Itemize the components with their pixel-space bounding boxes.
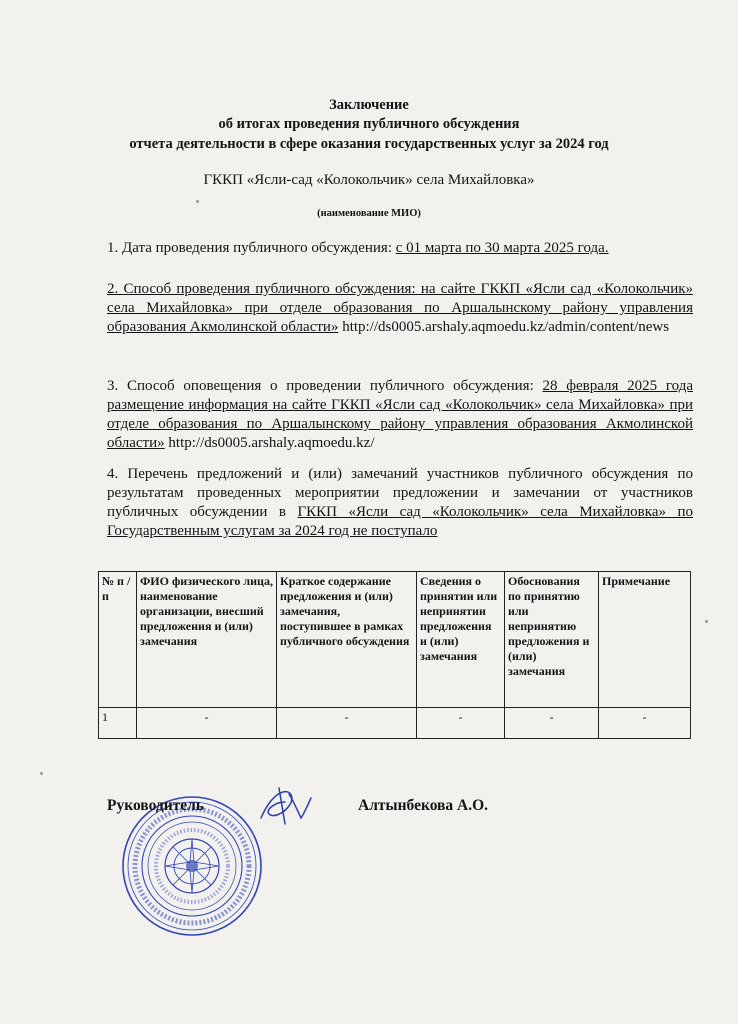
table-header-row	[99, 572, 691, 708]
doc-title: Заключение	[329, 97, 409, 113]
signatory-name: Алтынбекова А.О.	[358, 797, 489, 814]
header-justification: Обоснования по принятию или непринятию предложения и (или) замечания	[505, 572, 599, 708]
cell-summary: -	[277, 708, 417, 739]
paragraph-1-label: 1. Дата проведения публичного обсуждения:	[107, 240, 396, 256]
table-row	[99, 708, 691, 739]
paragraph-2-url: http://ds0005.arshaly.aqmoedu.kz/admin/content/news	[338, 319, 670, 335]
scan-speck	[196, 200, 199, 203]
paragraph-1	[107, 239, 693, 258]
proposals-table	[98, 571, 691, 739]
paragraph-4-label: 4. Перечень предложений и (или) замечаний участников публичного обсуждения по результатам проведенных мероприятии предложении и замечании от участников публичных обсуждении в	[107, 466, 693, 520]
scan-speck	[40, 772, 43, 775]
cell-acceptance: -	[417, 708, 505, 739]
cell-number: 1	[99, 708, 137, 739]
cell-justification: -	[505, 708, 599, 739]
mio-note: (наименование МИО)	[317, 208, 421, 219]
paragraph-4-value: ГККП «Ясли сад «Колокольчик» села Михайловка» по Государственным услугам за 2024 год не поступало	[107, 504, 694, 539]
organization-name: ГККП «Ясли-сад «Колокольчик» села Михайловка»	[203, 172, 535, 188]
paragraph-1-value: с 01 марта по 30 марта 2025 года.	[395, 240, 609, 256]
doc-subtitle-line-1: об итогах проведения публичного обсуждения	[218, 116, 520, 132]
scan-speck	[705, 620, 708, 623]
signature-mark	[255, 784, 315, 830]
paragraph-2-label: 2. Способ проведения публичного обсуждения	[107, 281, 412, 297]
paragraph-4	[107, 465, 693, 541]
header-author: ФИО физического лица, наименование организации, внесший предложения и (или) замечания	[137, 572, 277, 708]
paragraph-2-value: : на сайте ГККП «Ясли сад «Колокольчик» села Михайловка» при отделе образования по Аршалынскому району управления образования Акмолинской области»	[107, 281, 694, 335]
official-stamp	[121, 795, 263, 937]
paragraph-3-label: 3. Способ оповещения о проведении публичного обсуждения:	[107, 378, 543, 394]
signatory-role: Руководитель	[107, 797, 205, 814]
header-number: № п /п	[99, 572, 137, 708]
cell-author: -	[137, 708, 277, 739]
paragraph-2	[107, 280, 693, 337]
paragraph-3	[107, 377, 693, 453]
header-note: Примечание	[599, 572, 691, 708]
doc-subtitle-line-2: отчета деятельности в сфере оказания государственных услуг за 2024 год	[129, 136, 609, 152]
paragraph-3-url: http://ds0005.arshaly.aqmoedu.kz/	[164, 435, 375, 451]
cell-note: -	[599, 708, 691, 739]
paragraph-3-value: 28 февраля 2025 года размещение информация на сайте ГККП «Ясли сад «Колокольчик» села Михайловка» при отделе образования по Аршалынскому району управления образования Акмолинской области»	[107, 378, 693, 451]
header-summary: Краткое содержание предложения и (или) замечания, поступившее в рамках публичного обсуждения	[277, 572, 417, 708]
header-acceptance: Сведения о принятии или непринятии предложения и (или) замечания	[417, 572, 505, 708]
